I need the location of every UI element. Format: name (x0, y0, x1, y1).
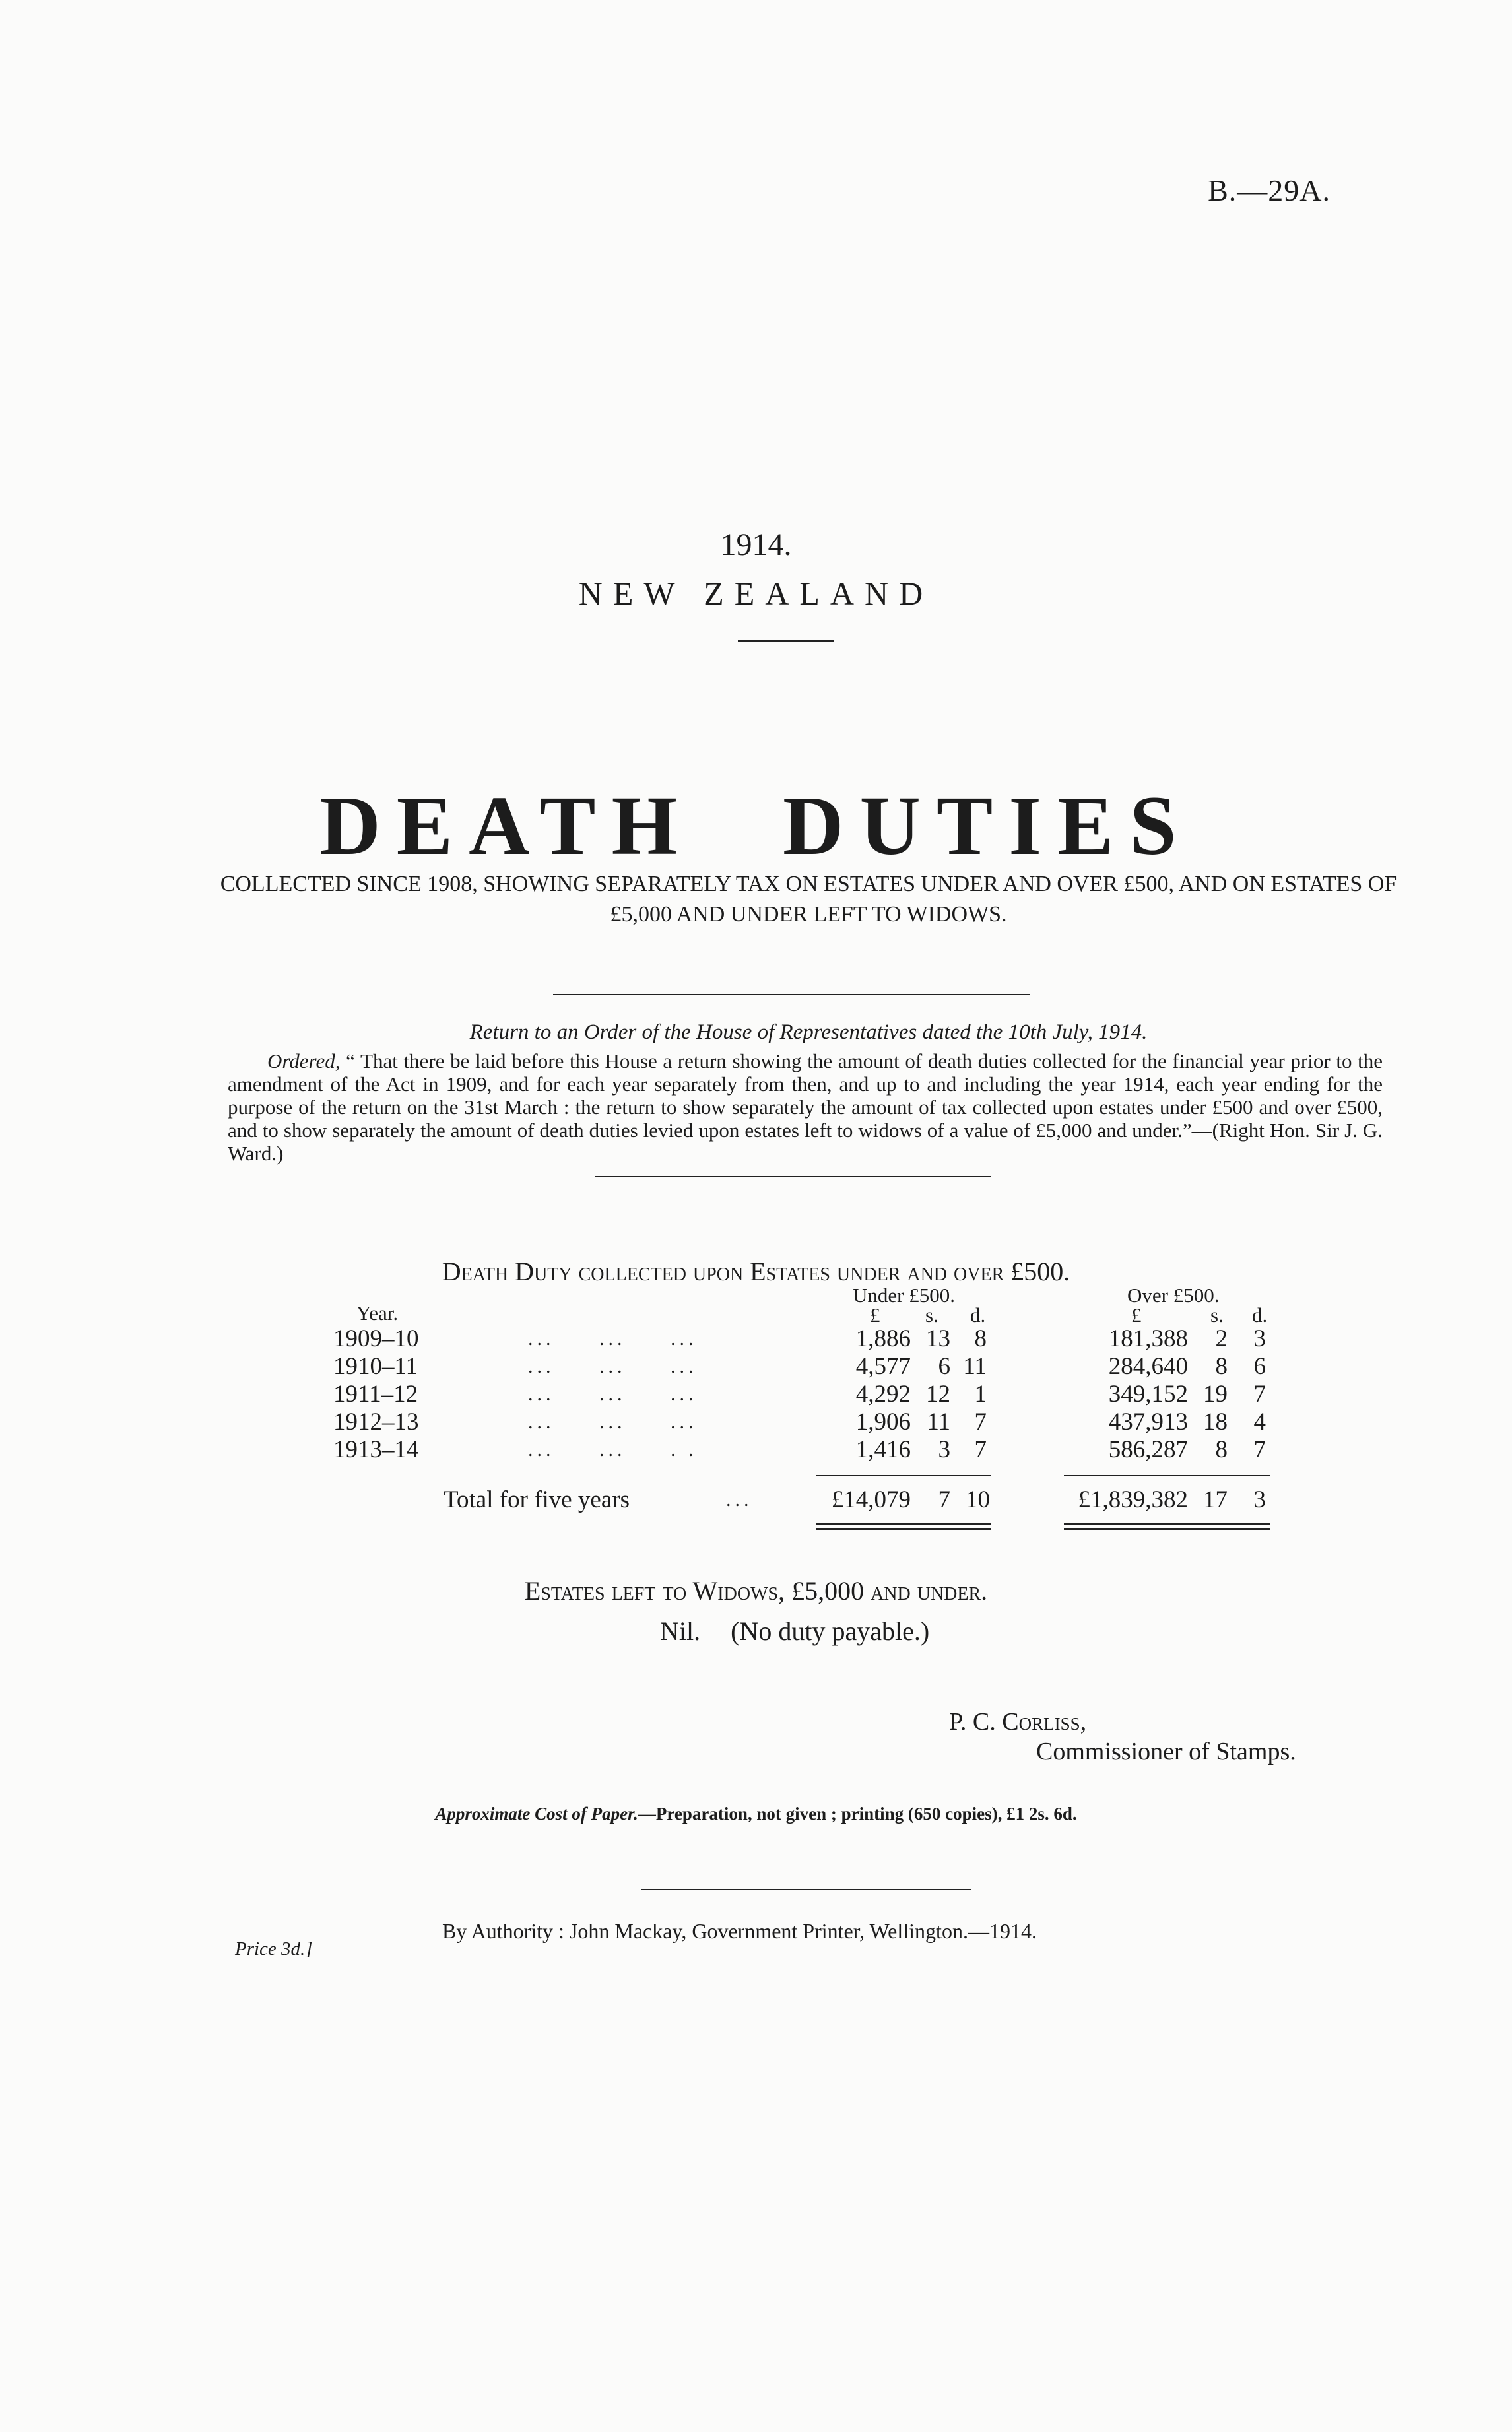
row-leader: ... ... . . (528, 1439, 698, 1461)
row-year: 1911–12 (333, 1381, 418, 1408)
total-under-pounds: £14,079 (831, 1486, 911, 1513)
under-shillings: 11 (927, 1408, 950, 1435)
over-shillings: 2 (1215, 1325, 1228, 1352)
heading-divider (738, 640, 834, 642)
order-bottom-divider (595, 1176, 991, 1177)
under-shillings: 3 (938, 1436, 950, 1463)
over-pence: 7 (1253, 1381, 1266, 1408)
row-year: 1909–10 (333, 1325, 419, 1352)
row-leader: ... ... ... (528, 1411, 698, 1433)
over-pence: 7 (1253, 1436, 1266, 1463)
row-year: 1910–11 (333, 1353, 418, 1380)
document-title: DEATH DUTIES (319, 779, 1193, 872)
under-pence-header: d. (970, 1303, 986, 1327)
signatory-title: Commissioner of Stamps. (1036, 1738, 1296, 1765)
nil-label: Nil. (660, 1616, 701, 1646)
under-pounds: 1,906 (855, 1408, 911, 1435)
country-heading: NEW ZEALAND (578, 575, 934, 612)
under-shillings: 13 (926, 1325, 950, 1352)
order-text: “ That there be laid before this House a return showing the amount of death duties collected for the financial year prior to the amendment of the Act in 1909, and for each year separately from then, and up to and including the year 1914, each year ending for the purpose of the return on the 31st March : the return to show separately the amount of tax collected upon estates under £500 and over £500, and to show separately the amount of death duties levied upon estates left to widows of a value of £5,000 and under.”—(Right Hon. Sir J. G. Ward.) (228, 1049, 1383, 1165)
row-year: 1913–14 (333, 1436, 419, 1463)
over-pounds: 284,640 (1108, 1353, 1188, 1380)
under-pence: 8 (974, 1325, 987, 1352)
row-leader: ... ... ... (528, 1356, 698, 1377)
no-duty-note: (No duty payable.) (731, 1616, 930, 1646)
over-pounds: 181,388 (1108, 1325, 1188, 1352)
under-subtotal-rule (816, 1475, 991, 1476)
printer-authority: By Authority : John Mackay, Government Printer, Wellington.—1914. (442, 1919, 1037, 1943)
over-pounds: 349,152 (1108, 1381, 1188, 1408)
over-pounds-header: £ (1131, 1303, 1142, 1327)
over-pounds: 586,287 (1108, 1436, 1188, 1463)
total-under-shillings: 7 (938, 1486, 950, 1513)
over-total-double-rule-1 (1064, 1523, 1270, 1525)
over-shillings-header: s. (1210, 1303, 1224, 1327)
table-title: Death Duty collected upon Estates under and over £500. (442, 1257, 1070, 1286)
under-pounds: 1,886 (855, 1325, 911, 1352)
order-heading: Return to an Order of the House of Representatives dated the 10th July, 1914. (469, 1020, 1148, 1044)
document-reference: B.—29A. (1208, 174, 1331, 207)
signatory-name: P. C. Corliss, (949, 1708, 1087, 1736)
under-pence: 11 (963, 1353, 987, 1380)
under-pounds: 4,292 (855, 1381, 911, 1408)
over-pence: 4 (1253, 1408, 1266, 1435)
over-500-header: Over £500. (1127, 1284, 1220, 1307)
total-leader: ... (726, 1489, 753, 1511)
under-500-header: Under £500. (853, 1284, 955, 1307)
document-subtitle: COLLECTED SINCE 1908, SHOWING SEPARATELY TAX ON ESTATES UNDER AND OVER £500, AND ON ESTATES OF £5,000 AND UNDER LEFT TO WIDOWS. (220, 872, 1397, 927)
price-note: Price 3d.] (235, 1938, 313, 1959)
row-leader: ... ... ... (528, 1328, 698, 1350)
document-year: 1914. (720, 527, 792, 562)
total-label: Total for five years (444, 1486, 630, 1513)
under-shillings: 12 (926, 1381, 950, 1408)
over-shillings: 8 (1215, 1353, 1228, 1380)
total-over-pence: 3 (1253, 1486, 1266, 1513)
total-over-pounds: £1,839,382 (1078, 1486, 1188, 1513)
under-pence: 7 (974, 1408, 987, 1435)
order-lead: Ordered, (267, 1049, 341, 1072)
under-pounds: 4,577 (855, 1353, 911, 1380)
order-paragraph (228, 1049, 1383, 1165)
under-shillings: 6 (938, 1353, 950, 1380)
over-total-double-rule-2 (1064, 1528, 1270, 1530)
total-over-shillings: 17 (1203, 1486, 1228, 1513)
under-pounds-header: £ (870, 1303, 880, 1327)
over-pence: 6 (1253, 1353, 1266, 1380)
row-year: 1912–13 (333, 1408, 419, 1435)
year-column-header: Year. (356, 1301, 399, 1325)
authority-divider (641, 1889, 971, 1890)
widows-section-title: Estates left to Widows, £5,000 and under. (524, 1576, 988, 1606)
over-pounds: 437,913 (1108, 1408, 1188, 1435)
total-under-pence: 10 (966, 1486, 990, 1513)
under-total-double-rule-2 (816, 1528, 991, 1530)
under-pence: 1 (974, 1381, 987, 1408)
cost-of-paper (0, 1804, 1512, 1824)
widows-nil (660, 1616, 929, 1647)
over-shillings: 19 (1203, 1381, 1228, 1408)
under-total-double-rule-1 (816, 1523, 991, 1525)
over-pence-header: d. (1252, 1303, 1268, 1327)
under-pence: 7 (974, 1436, 987, 1463)
over-shillings: 18 (1203, 1408, 1228, 1435)
cost-text: —Preparation, not given ; printing (650 copies), £1 2s. 6d. (638, 1804, 1077, 1824)
under-shillings-header: s. (925, 1303, 938, 1327)
row-leader: ... ... ... (528, 1383, 698, 1405)
cost-label: Approximate Cost of Paper. (435, 1804, 638, 1824)
over-subtotal-rule (1064, 1475, 1270, 1476)
under-pounds: 1,416 (855, 1436, 911, 1463)
over-shillings: 8 (1215, 1436, 1228, 1463)
over-pence: 3 (1253, 1325, 1266, 1352)
order-top-divider (553, 994, 1030, 995)
